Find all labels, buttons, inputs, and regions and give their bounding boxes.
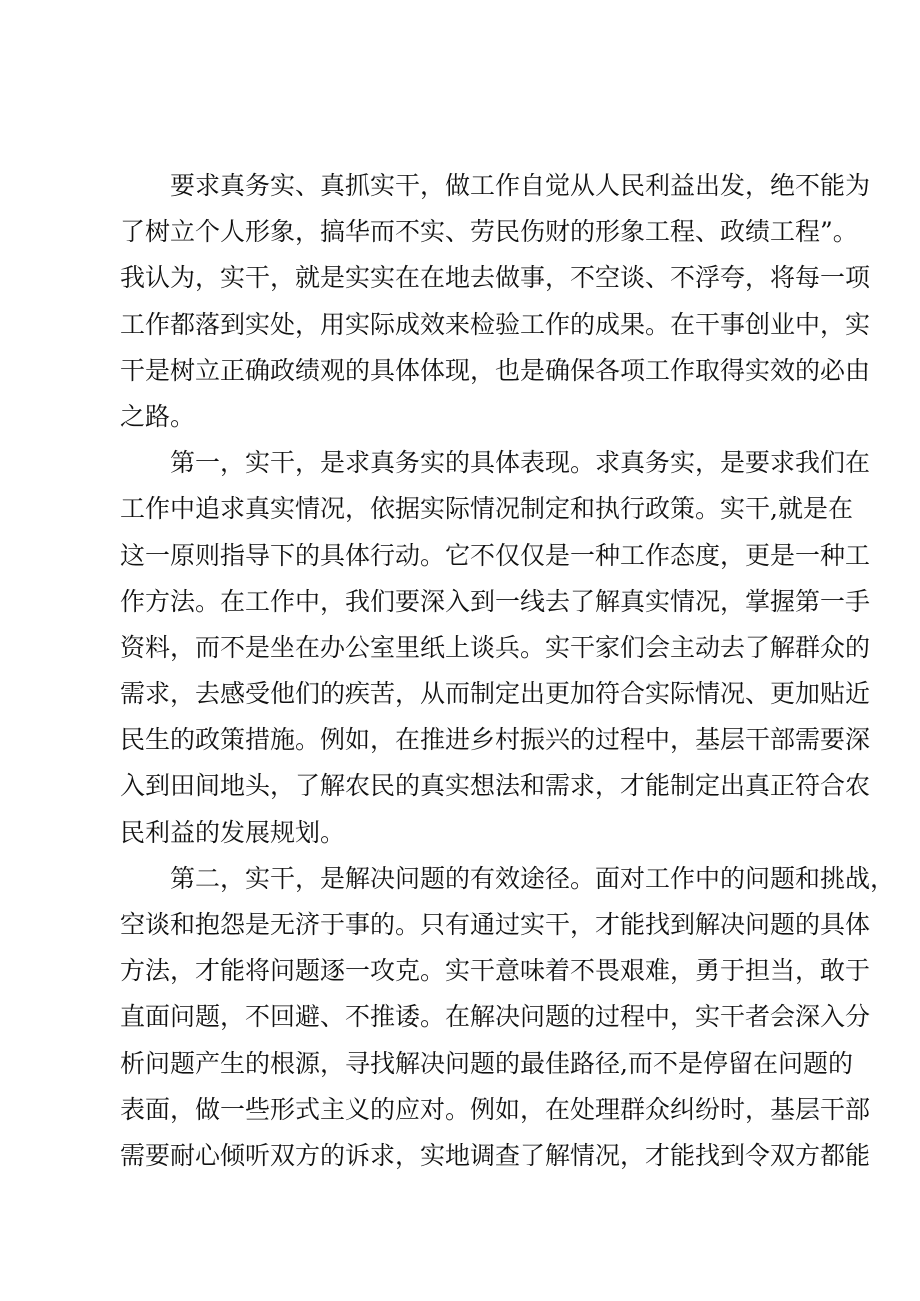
paragraph-2-line-8: 入到田间地头，了解农民的真实想法和需求，才能制定出真正符合农 bbox=[120, 771, 871, 801]
paragraph-2-line-9: 民利益的发展规划。 bbox=[120, 817, 346, 847]
paragraph-2-line-4: 作方法。在工作中，我们要深入到一线去了解真实情况，掌握第一手 bbox=[120, 586, 871, 616]
paragraph-3-line-7: 需要耐心倾听双方的诉求，实地调查了解情况，才能找到令双方都能 bbox=[120, 1140, 871, 1170]
paragraph-1-line-2: 了树立个人形象，搞华而不实、劳民伤财的形象工程、政绩工程”。 bbox=[120, 217, 858, 247]
paragraph-2-line-7: 民生的政策措施。例如，在推进乡村振兴的过程中，基层干部需要深 bbox=[120, 725, 871, 755]
paragraph-1-line-6: 之路。 bbox=[120, 401, 196, 431]
paragraph-3-line-2: 空谈和抱怨是无济于事的。只有通过实干，才能找到解决问题的具体 bbox=[120, 910, 871, 939]
paragraph-2-line-6: 需求，去感受他们的疾苦，从而制定出更加符合实际情况、更加贴近 bbox=[120, 679, 871, 709]
document-body bbox=[120, 163, 896, 1179]
paragraph-3-line-4: 直面问题，不回避、不推诿。在解决问题的过程中，实干者会深入分 bbox=[120, 1002, 871, 1032]
paragraph-1-line-4: 工作都落到实处，用实际成效来检验工作的成果。在干事创业中，实 bbox=[120, 309, 871, 339]
paragraph-2-line-3: 这一原则指导下的具体行动。它不仅仅是一种工作态度，更是一种工 bbox=[120, 540, 871, 570]
paragraph-1-line-3: 我认为，实干，就是实实在在地去做事，不空谈、不浮夸，将每一项 bbox=[120, 263, 871, 293]
paragraph-1-line-5: 干是树立正确政绩观的具体体现，也是确保各项工作取得实效的必由 bbox=[120, 355, 871, 385]
paragraph-1-line-1: 要求真务实、真抓实干，做工作自觉从人民利益出发，绝不能为 bbox=[170, 171, 871, 200]
paragraph-3-line-1: 第二，实干，是解决问题的有效途径。面对工作中的问题和挑战， bbox=[170, 863, 896, 893]
paragraph-3-line-5: 析问题产生的根源，寻找解决问题的最佳路径,而不是停留在问题的 bbox=[120, 1048, 853, 1078]
paragraph-2-line-1: 第一，实干，是求真务实的具体表现。求真务实，是要求我们在 bbox=[170, 448, 871, 478]
paragraph-3-line-6: 表面，做一些形式主义的应对。例如，在处理群众纠纷时，基层干部 bbox=[120, 1094, 871, 1124]
paragraph-2-line-2: 工作中追求真实情况，依据实际情况制定和执行政策。实干,就是在 bbox=[120, 494, 853, 524]
paragraph-3-line-3: 方法，才能将问题逐一攻克。实干意味着不畏艰难，勇于担当，敢于 bbox=[120, 956, 871, 986]
paragraph-2-line-5: 资料，而不是坐在办公室里纸上谈兵。实干家们会主动去了解群众的 bbox=[120, 632, 871, 662]
